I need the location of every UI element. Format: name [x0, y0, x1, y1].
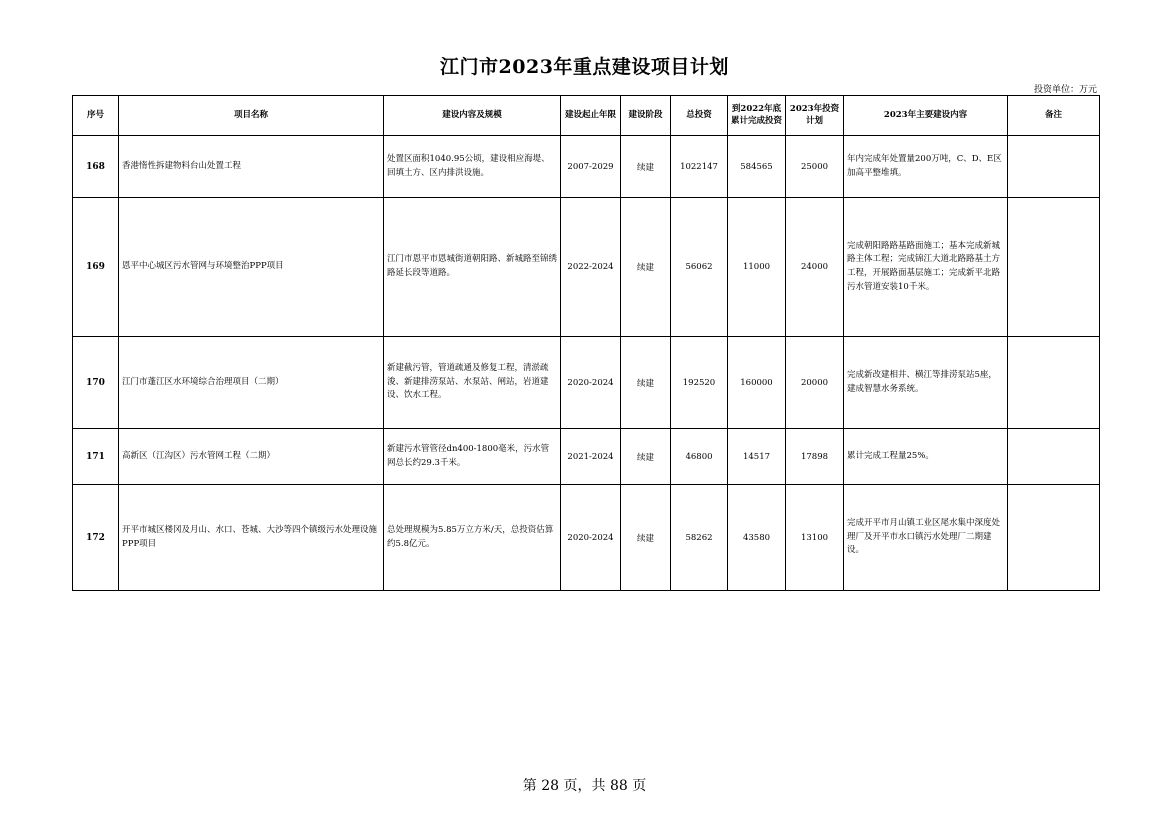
- row-remark: [1008, 198, 1100, 337]
- row-period: 2020-2024: [561, 485, 621, 591]
- col-seq: 序号: [73, 96, 119, 136]
- col-name: 项目名称: [119, 96, 384, 136]
- row-plan: 13100: [786, 485, 844, 591]
- row-total: 58262: [671, 485, 728, 591]
- row-completed: 160000: [728, 337, 786, 429]
- row-content2023: 完成开平市月山镇工业区尾水集中深度处理厂及开平市水口镇污水处理厂二期建设。: [844, 485, 1008, 591]
- row-name: 恩平中心城区污水管网与环境整治PPP项目: [119, 198, 384, 337]
- row-scope: 新建截污管，管道疏通及修复工程，清淤疏浚、新建排涝泵站、水泵站、闸站，岩道建设、饮水工程。: [384, 337, 561, 429]
- row-seq: 172: [73, 485, 119, 591]
- col-stage: 建设阶段: [621, 96, 671, 136]
- row-scope: 处置区面积1040.95公顷，建设相应海堤、回填土方、区内排洪设施。: [384, 136, 561, 198]
- col-remark: 备注: [1008, 96, 1100, 136]
- col-completed: 到2022年底累计完成投资: [728, 96, 786, 136]
- row-stage: 续建: [621, 485, 671, 591]
- row-period: 2007-2029: [561, 136, 621, 198]
- row-plan: 25000: [786, 136, 844, 198]
- header-row: [73, 96, 1100, 136]
- row-seq: 168: [73, 136, 119, 198]
- col-plan: 2023年投资计划: [786, 96, 844, 136]
- row-plan: 17898: [786, 429, 844, 485]
- page-title: 江门市2023年重点建设项目计划: [440, 56, 729, 78]
- row-name: 江门市蓬江区水环境综合治理项目（二期）: [119, 337, 384, 429]
- col-period: 建设起止年限: [561, 96, 621, 136]
- row-total: 46800: [671, 429, 728, 485]
- row-stage: 续建: [621, 337, 671, 429]
- table-row: [73, 485, 1100, 591]
- table-row: [73, 136, 1100, 198]
- row-remark: [1008, 485, 1100, 591]
- row-period: 2020-2024: [561, 337, 621, 429]
- table-row: [73, 337, 1100, 429]
- row-stage: 续建: [621, 429, 671, 485]
- row-name: 高新区（江沟区）污水管网工程（二期）: [119, 429, 384, 485]
- row-scope: 新建污水管管径dn400-1800毫米，污水管网总长约29.3千米。: [384, 429, 561, 485]
- row-content2023: 完成新改建相井、横江等排涝泵站5座，建成智慧水务系统。: [844, 337, 1008, 429]
- col-content2023: 2023年主要建设内容: [844, 96, 1008, 136]
- table-row: [73, 198, 1100, 337]
- table-row: [73, 429, 1100, 485]
- row-total: 56062: [671, 198, 728, 337]
- row-completed: 43580: [728, 485, 786, 591]
- row-remark: [1008, 429, 1100, 485]
- project-table: [72, 95, 1100, 591]
- row-completed: 584565: [728, 136, 786, 198]
- page-footer: 第 28 页，共 88 页: [522, 778, 647, 794]
- row-period: 2022-2024: [561, 198, 621, 337]
- row-plan: 24000: [786, 198, 844, 337]
- row-remark: [1008, 136, 1100, 198]
- row-total: 192520: [671, 337, 728, 429]
- row-content2023: 完成朝阳路路基路面施工；基本完成新城路主体工程；完成锦江大道北路路基土方工程，开展路面基层施工；完成新平北路污水管道安装10千米。: [844, 198, 1008, 337]
- row-content2023: 累计完成工程量25%。: [844, 429, 1008, 485]
- row-name: 香港惰性拆建物料台山处置工程: [119, 136, 384, 198]
- row-stage: 续建: [621, 198, 671, 337]
- row-scope: 总处理规模为5.85万立方米/天，总投资估算约5.8亿元。: [384, 485, 561, 591]
- row-seq: 170: [73, 337, 119, 429]
- row-completed: 14517: [728, 429, 786, 485]
- row-plan: 20000: [786, 337, 844, 429]
- col-scope: 建设内容及规模: [384, 96, 561, 136]
- row-content2023: 年内完成年处置量200万吨，C、D、E区加高平整堆填。: [844, 136, 1008, 198]
- col-total: 总投资: [671, 96, 728, 136]
- unit-note: 投资单位：万元: [1033, 85, 1097, 95]
- row-period: 2021-2024: [561, 429, 621, 485]
- row-name: 开平市城区楼冈及月山、水口、苍城、大沙等四个镇级污水处理设施PPP项目: [119, 485, 384, 591]
- row-completed: 11000: [728, 198, 786, 337]
- row-scope: 江门市恩平市恩城街道朝阳路、新城路至锦绣路延长段等道路。: [384, 198, 561, 337]
- row-remark: [1008, 337, 1100, 429]
- row-seq: 171: [73, 429, 119, 485]
- row-seq: 169: [73, 198, 119, 337]
- row-stage: 续建: [621, 136, 671, 198]
- row-total: 1022147: [671, 136, 728, 198]
